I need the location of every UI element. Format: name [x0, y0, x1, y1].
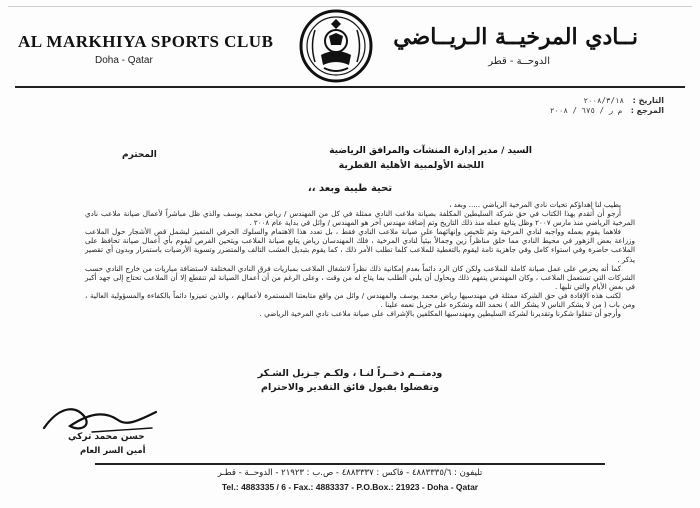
- city-arabic: الدوحــة - قطر: [488, 56, 550, 67]
- signatory-title: أمين السر العام: [80, 446, 146, 456]
- greeting: تحية طيبة وبعد ،،: [307, 183, 393, 194]
- signatory-name: حسن محمد تركي: [68, 432, 145, 442]
- city-english: Doha - Qatar: [95, 55, 153, 66]
- body-paragraph: لكتب هذه الإفادة في حق الشركة ممثلة في مهندسيها رياض محمد يوسف والمهندس / وائل من واقع متابعتنا المستمرة لأعمالهم ، والذين تميزوا دائماً بالكفاءة والمسؤولية العالية ، ومن باب ( من لا يشكر الناس لا يشكر الله ) نحمد الله ونشكره على جزيل نعمه علينا .: [85, 290, 635, 310]
- letter-body: [85, 200, 635, 318]
- recipient-committee: اللجنة الأولمبية الأهلية القطرية: [338, 160, 484, 171]
- body-paragraph: فلاهما يقوم بعمله وواجبه لنادي المرخية وتم تلخيص وإنهائهما على صيانة ملاعب النادي فقط ، بل تعدد هذا الاهتمام والسلوك الحرفي المتميز ليشمل قص الأشجار حول الملاعب وزراعة بعض الزهور في محيط النادي مما خلق مناظراً زين وجمالاً بيئياً لنادي المرخية ، فلك المهندسان رياض يتابع صيانة الملاعب ويتحين الفرص ليقوم بأي أعمال صيانة تحافظ على الملاعب حاضرة وفي استواء كامل وفي جاهزية تامة ليقوم بالتغطية للملاعب كلما تطلب الأمر ذلك ، كما يقوم بتبديل العشب التالف والمتضرر وتسوية الأرضيات باستمرار وبدون أي تقصير يذكر .: [85, 227, 635, 264]
- reference-line: [550, 106, 664, 115]
- club-emblem-icon: [298, 8, 374, 84]
- recipient-salutation: السيد / مدير إدارة المنشآت والمرافق الرياضية: [329, 146, 532, 156]
- date-value: ٢٠٠٨/٣/١٨: [583, 96, 625, 105]
- recipient-respect: المحترم: [122, 150, 157, 160]
- reference-value: م ر / ٦٧٥ / ٢٠٠٨: [549, 106, 623, 115]
- date-label: التاريخ :: [632, 96, 664, 105]
- reference-label: المرجع :: [630, 106, 664, 115]
- body-paragraph: كما أنه يحرص على عمل صيانة كاملة للملاعب ولكن كان الرد دائماً بعدم إمكانية ذلك نظراً لانشغال الملاعب بمباريات فرق النادي المختلفة لاستضافة مباريات من خارج النادي حسب الشركات التي تستعمل الملاعب ، وكان المهندس يتفهم ذلك ويحاول أن يلبي الطلب بما يتاح له من وقت ، وعلى الرغم من أن أعمال الصيانة لم تنقطع إلا أن الملاعب تحتاج إلى جهد أكبر في بعض الأيام والتي تليها .: [85, 263, 635, 291]
- date-line: [583, 96, 664, 105]
- header-divider: [15, 86, 685, 88]
- closing-line-2: وتفضلوا بقبول فائق التقدير والاحترام: [261, 382, 439, 393]
- closing-line-1: ودمتــم ذخــراً لنـا ، ولكـم جـزيل الشـكر: [257, 368, 443, 379]
- top-scan-edge: [8, 6, 692, 7]
- body-paragraph: وأرجو أن تنقلوا شكرنا وتقديرنا لشركة السليطين ومهندسيها المكلفين بالإشراف على صيانة ملاعب نادي المرخية الرياضي .: [259, 309, 621, 319]
- footer-contact-arabic: تليفون : ٤٨٨٣٣٣٥/٦ - فاكس : ٤٨٨٣٣٣٧ - ص.ب : ٢١٩٢٣ - الدوحــة - قطـر: [217, 468, 483, 478]
- footer-contact-english: Tel.: 4883335 / 6 - Fax.: 4883337 - P.O.Box.: 21923 - Doha - Qatar: [221, 482, 479, 492]
- footer-divider: [95, 463, 605, 465]
- club-name-english: AL MARKHIYA SPORTS CLUB: [18, 32, 274, 51]
- body-paragraph: يطيب لنا إهداؤكم تحيات نادي المرخية الرياضي ..... وبعد ،: [449, 200, 621, 209]
- body-paragraph: أرجو أن أتقدم بهذا الكتاب في حق شركة السليطين المكلفة بصيانة ملاعب النادي ممثلة في كل من المهندس / رياض محمد يوسف والذي ظل مباشراً لأعمال صيانة ملاعب نادي المرخية الرياضي منذ مارس ٢٠٠٧ وظل يتابع عمله منذ ذلك التاريخ وتم إضافة مهندس آخر هو المهندس / وائل في بداية عام ٢٠٠٨ .: [85, 209, 635, 228]
- club-name-arabic: نــادي المرخيــة الـريــاضي: [393, 24, 638, 50]
- closing: [0, 367, 700, 395]
